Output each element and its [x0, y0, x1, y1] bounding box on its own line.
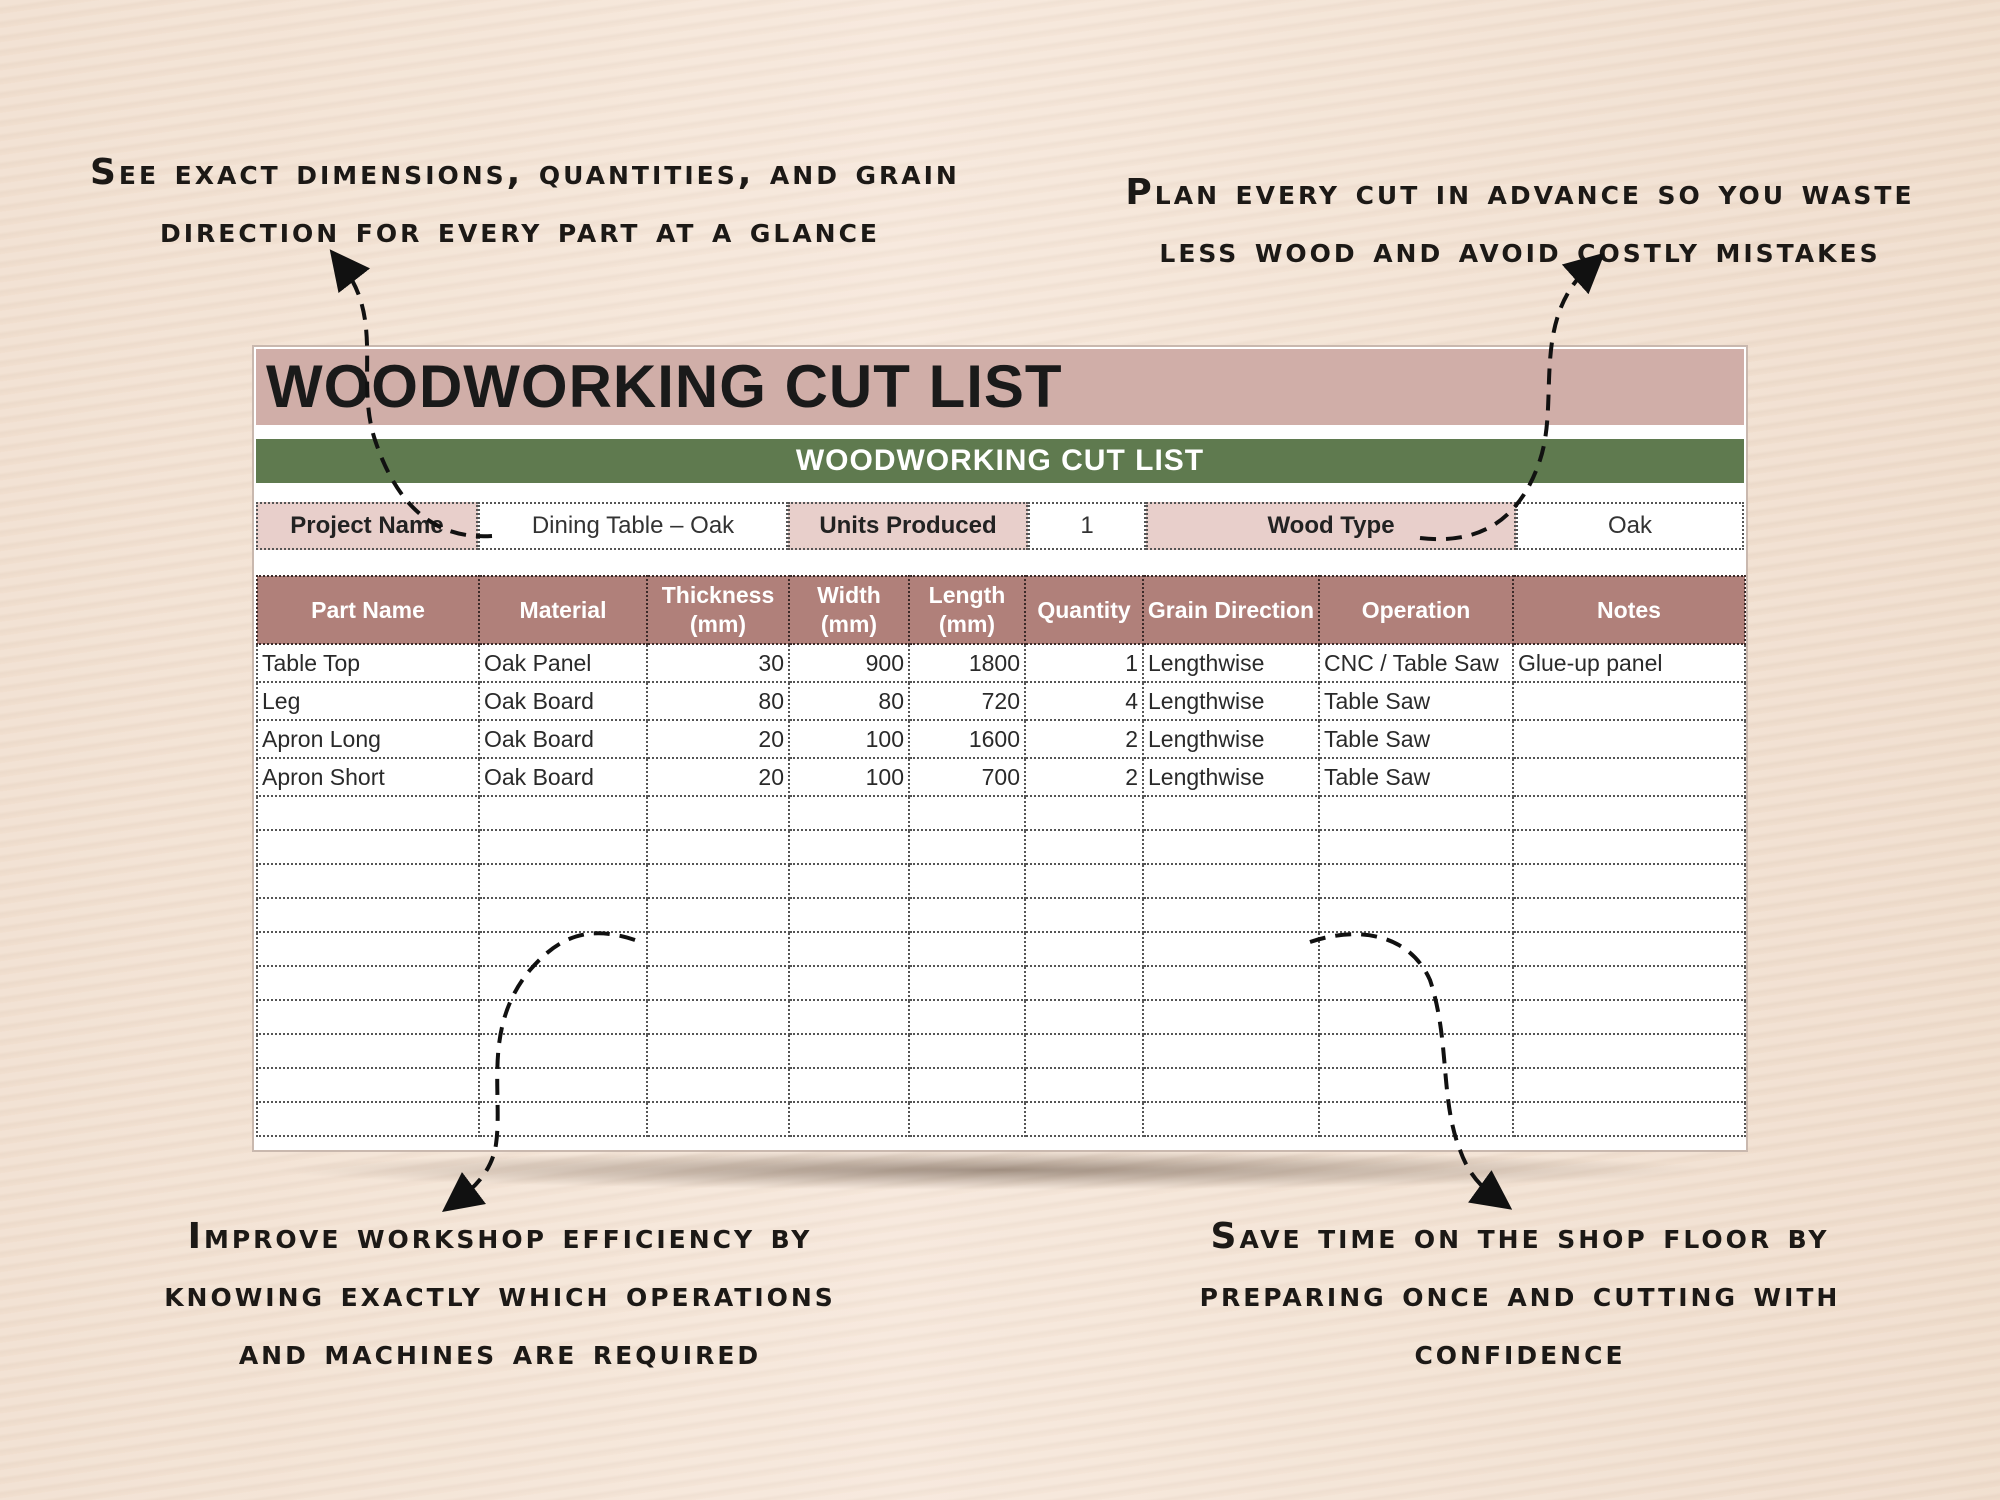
table-cell-empty[interactable] [789, 1034, 909, 1068]
table-cell-empty[interactable] [1319, 966, 1513, 1000]
table-cell-empty[interactable] [257, 830, 479, 864]
column-header: Thickness (mm) [647, 576, 789, 644]
table-cell-empty[interactable] [909, 796, 1025, 830]
project-name-label: Project Name [256, 502, 478, 550]
callout-line: knowing exactly which operations [164, 1274, 836, 1315]
table-cell-empty[interactable] [1319, 830, 1513, 864]
table-cell-empty[interactable] [257, 932, 479, 966]
table-cell-empty[interactable] [647, 864, 789, 898]
table-row [257, 758, 1745, 796]
table-cell-empty[interactable] [257, 864, 479, 898]
table-cell-empty[interactable] [479, 1068, 647, 1102]
table-cell-empty[interactable] [479, 864, 647, 898]
table-cell-empty[interactable] [1319, 1000, 1513, 1034]
table-row-empty [257, 1068, 1745, 1102]
callout-line: Save time on the shop floor by [1210, 1216, 1830, 1257]
cut-list-table [256, 575, 1746, 1137]
units-produced-value[interactable]: 1 [1028, 502, 1146, 550]
table-cell[interactable]: Table Saw [1319, 758, 1513, 796]
table-cell[interactable]: Table Saw [1319, 720, 1513, 758]
table-cell-empty[interactable] [1143, 1068, 1319, 1102]
table-cell-empty[interactable] [1513, 932, 1745, 966]
table-cell[interactable] [1513, 758, 1745, 796]
table-cell[interactable]: Apron Short [257, 758, 479, 796]
table-cell-empty[interactable] [1025, 864, 1143, 898]
table-cell-empty[interactable] [1143, 898, 1319, 932]
sheet-shadow [270, 1150, 1720, 1190]
table-row [257, 644, 1745, 682]
sheet-title: WOODWORKING CUT LIST [256, 349, 1744, 425]
callout-line: and machines are required [238, 1332, 762, 1373]
callout-line: Plan every cut in advance so you waste [1125, 172, 1915, 213]
table-cell[interactable]: Lengthwise [1143, 644, 1319, 682]
table-cell[interactable]: 1800 [909, 644, 1025, 682]
table-cell-empty[interactable] [1025, 966, 1143, 1000]
table-cell-empty[interactable] [1143, 1000, 1319, 1034]
table-cell-empty[interactable] [1143, 1102, 1319, 1136]
table-cell[interactable]: 100 [789, 720, 909, 758]
table-cell-empty[interactable] [909, 1102, 1025, 1136]
table-row [257, 682, 1745, 720]
table-cell-empty[interactable] [1025, 932, 1143, 966]
table-cell-empty[interactable] [1143, 830, 1319, 864]
table-cell-empty[interactable] [1143, 864, 1319, 898]
table-cell-empty[interactable] [647, 830, 789, 864]
table-cell[interactable]: Oak Board [479, 720, 647, 758]
table-cell[interactable] [1513, 720, 1745, 758]
table-cell-empty[interactable] [789, 1000, 909, 1034]
wood-type-value[interactable]: Oak [1516, 502, 1744, 550]
table-cell-empty[interactable] [1025, 830, 1143, 864]
table-cell[interactable]: Apron Long [257, 720, 479, 758]
table-cell-empty[interactable] [1513, 1034, 1745, 1068]
blank-rows [257, 796, 1745, 1136]
table-cell-empty[interactable] [1143, 966, 1319, 1000]
table-cell[interactable]: 2 [1025, 758, 1143, 796]
table-cell-empty[interactable] [1025, 1068, 1143, 1102]
table-row [257, 720, 1745, 758]
table-cell[interactable] [1513, 682, 1745, 720]
table-row-empty [257, 898, 1745, 932]
sheet-banner: WOODWORKING CUT LIST [256, 439, 1744, 483]
table-cell-empty[interactable] [257, 1102, 479, 1136]
column-header: Part Name [257, 576, 479, 644]
table-cell[interactable]: 900 [789, 644, 909, 682]
table-cell-empty[interactable] [909, 898, 1025, 932]
callout-line: preparing once and cutting with [1199, 1274, 1841, 1315]
table-cell-empty[interactable] [1319, 864, 1513, 898]
table-cell[interactable]: 20 [647, 720, 789, 758]
column-header: Grain Direction [1143, 576, 1319, 644]
table-cell-empty[interactable] [1319, 1034, 1513, 1068]
table-cell-empty[interactable] [909, 966, 1025, 1000]
callout-top-left [90, 144, 960, 260]
callout-line: less wood and avoid costly mistakes [1159, 230, 1881, 271]
table-row-empty [257, 864, 1745, 898]
table-cell-empty[interactable] [479, 830, 647, 864]
table-cell-empty[interactable] [647, 898, 789, 932]
table-row-empty [257, 796, 1745, 830]
table-cell-empty[interactable] [1513, 796, 1745, 830]
table-cell-empty[interactable] [479, 796, 647, 830]
table-cell-empty[interactable] [1025, 796, 1143, 830]
callout-line: Improve workshop efficiency by [187, 1216, 813, 1257]
table-cell-empty[interactable] [257, 796, 479, 830]
project-info-row [256, 502, 1744, 552]
column-header: Material [479, 576, 647, 644]
table-cell-empty[interactable] [1025, 1102, 1143, 1136]
table-cell-empty[interactable] [1513, 864, 1745, 898]
table-cell[interactable]: 1 [1025, 644, 1143, 682]
table-cell-empty[interactable] [1513, 1000, 1745, 1034]
table-cell-empty[interactable] [647, 966, 789, 1000]
table-row-empty [257, 966, 1745, 1000]
table-cell[interactable]: Table Top [257, 644, 479, 682]
table-cell-empty[interactable] [257, 966, 479, 1000]
table-cell-empty[interactable] [789, 966, 909, 1000]
table-cell-empty[interactable] [789, 864, 909, 898]
table-cell-empty[interactable] [789, 1068, 909, 1102]
table-cell[interactable]: Table Saw [1319, 682, 1513, 720]
table-row-empty [257, 932, 1745, 966]
table-cell[interactable]: Oak Board [479, 758, 647, 796]
table-cell-empty[interactable] [789, 898, 909, 932]
table-cell-empty[interactable] [479, 1102, 647, 1136]
table-cell[interactable]: Oak Panel [479, 644, 647, 682]
table-cell-empty[interactable] [789, 796, 909, 830]
table-cell[interactable]: 80 [647, 682, 789, 720]
callout-top-right [1110, 164, 1930, 280]
table-cell[interactable]: 80 [789, 682, 909, 720]
table-cell-empty[interactable] [1143, 1034, 1319, 1068]
table-cell[interactable]: Leg [257, 682, 479, 720]
table-cell-empty[interactable] [647, 796, 789, 830]
table-cell[interactable]: 700 [909, 758, 1025, 796]
table-cell-empty[interactable] [257, 898, 479, 932]
table-cell[interactable]: Lengthwise [1143, 720, 1319, 758]
callout-line: direction for every part at a glance [159, 210, 881, 251]
callout-bottom-right [1180, 1208, 1860, 1382]
table-cell[interactable]: 2 [1025, 720, 1143, 758]
table-cell[interactable]: Lengthwise [1143, 682, 1319, 720]
table-cell-empty[interactable] [647, 1000, 789, 1034]
table-cell-empty[interactable] [1319, 932, 1513, 966]
callout-line: See exact dimensions, quantities, and grain [90, 152, 960, 193]
table-cell-empty[interactable] [1319, 1068, 1513, 1102]
project-name-value[interactable]: Dining Table – Oak [478, 502, 788, 550]
table-cell-empty[interactable] [479, 966, 647, 1000]
table-cell-empty[interactable] [1025, 898, 1143, 932]
table-cell-empty[interactable] [909, 932, 1025, 966]
units-produced-label: Units Produced [788, 502, 1028, 550]
column-header: Notes [1513, 576, 1745, 644]
table-row-empty [257, 830, 1745, 864]
wood-type-label: Wood Type [1146, 502, 1516, 550]
table-cell-empty[interactable] [479, 898, 647, 932]
table-cell[interactable]: Glue-up panel [1513, 644, 1745, 682]
spreadsheet-preview [252, 345, 1748, 1152]
table-cell-empty[interactable] [1025, 1034, 1143, 1068]
table-cell-empty[interactable] [479, 1034, 647, 1068]
table-cell-empty[interactable] [1513, 1068, 1745, 1102]
table-cell-empty[interactable] [909, 830, 1025, 864]
table-cell-empty[interactable] [1513, 830, 1745, 864]
table-cell-empty[interactable] [1319, 1102, 1513, 1136]
table-cell-empty[interactable] [909, 1000, 1025, 1034]
table-cell-empty[interactable] [789, 1102, 909, 1136]
table-cell[interactable]: 20 [647, 758, 789, 796]
table-cell-empty[interactable] [789, 830, 909, 864]
table-cell-empty[interactable] [1143, 796, 1319, 830]
table-cell-empty[interactable] [909, 1068, 1025, 1102]
callout-line: confidence [1414, 1332, 1626, 1373]
column-header: Length (mm) [909, 576, 1025, 644]
table-cell[interactable]: Oak Board [479, 682, 647, 720]
table-cell-empty[interactable] [1513, 966, 1745, 1000]
table-cell-empty[interactable] [647, 1102, 789, 1136]
table-cell-empty[interactable] [257, 1000, 479, 1034]
table-cell-empty[interactable] [479, 932, 647, 966]
table-row-empty [257, 1102, 1745, 1136]
table-cell[interactable]: Lengthwise [1143, 758, 1319, 796]
table-cell-empty[interactable] [647, 1068, 789, 1102]
table-cell-empty[interactable] [1513, 1102, 1745, 1136]
table-cell-empty[interactable] [647, 1034, 789, 1068]
table-cell[interactable]: 30 [647, 644, 789, 682]
table-cell-empty[interactable] [479, 1000, 647, 1034]
table-cell[interactable]: 1600 [909, 720, 1025, 758]
table-row-empty [257, 1000, 1745, 1034]
table-cell[interactable]: 720 [909, 682, 1025, 720]
table-cell-empty[interactable] [789, 932, 909, 966]
table-cell-empty[interactable] [1143, 932, 1319, 966]
column-header: Width (mm) [789, 576, 909, 644]
table-header-row [257, 576, 1745, 644]
table-cell-empty[interactable] [1319, 898, 1513, 932]
table-cell-empty[interactable] [1513, 898, 1745, 932]
table-cell[interactable]: 4 [1025, 682, 1143, 720]
column-header: Operation [1319, 576, 1513, 644]
table-row-empty [257, 1034, 1745, 1068]
table-cell-empty[interactable] [257, 1068, 479, 1102]
callout-bottom-left [150, 1208, 850, 1382]
table-cell-empty[interactable] [1319, 796, 1513, 830]
column-header: Quantity [1025, 576, 1143, 644]
table-cell[interactable]: 100 [789, 758, 909, 796]
table-cell-empty[interactable] [909, 864, 1025, 898]
table-cell-empty[interactable] [1025, 1000, 1143, 1034]
table-cell[interactable]: CNC / Table Saw [1319, 644, 1513, 682]
table-cell-empty[interactable] [909, 1034, 1025, 1068]
table-cell-empty[interactable] [257, 1034, 479, 1068]
table-cell-empty[interactable] [647, 932, 789, 966]
